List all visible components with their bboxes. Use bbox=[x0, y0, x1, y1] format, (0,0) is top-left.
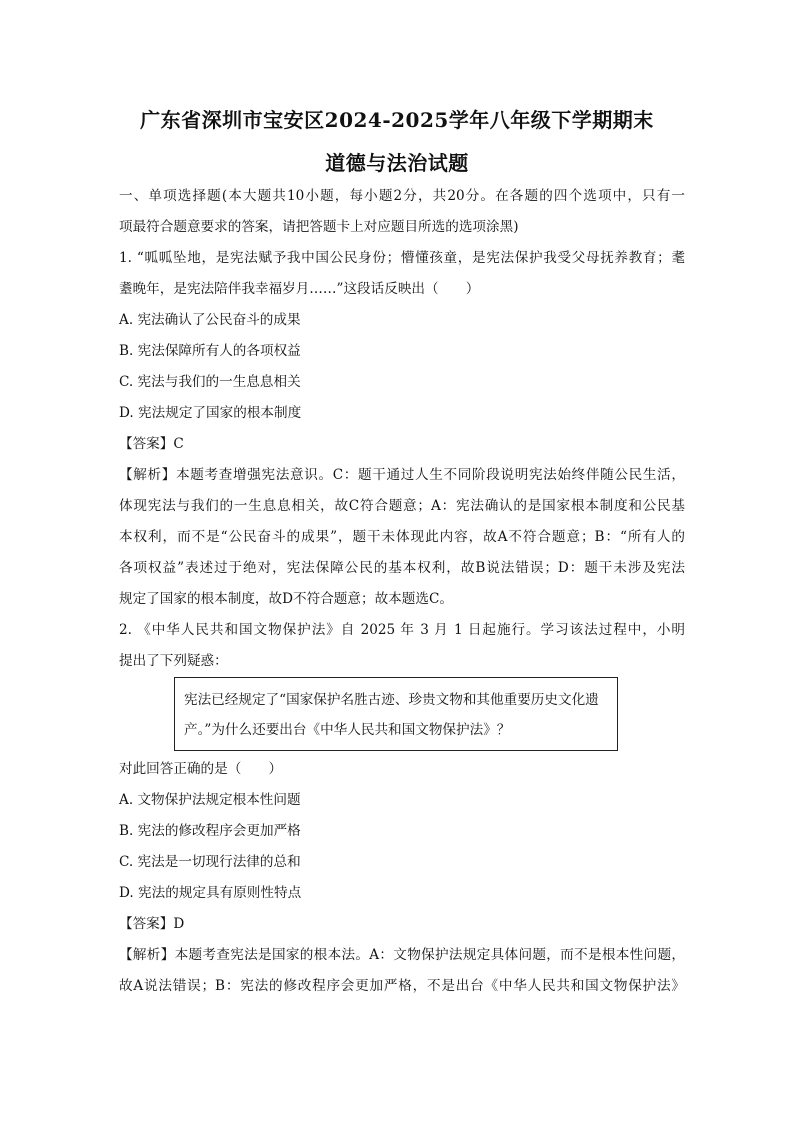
q1-option-b: B. 宪法保障所有人的各项权益 bbox=[119, 343, 301, 359]
q2-option-c: C. 宪法是一切现行法律的总和 bbox=[119, 854, 301, 870]
document-title-line-1: 广东省深圳市宝安区2024-2025学年八年级下学期期末 bbox=[140, 108, 654, 132]
q2-option-b: B. 宪法的修改程序会更加严格 bbox=[119, 823, 301, 839]
section-header-line-2: 项最符合题意要求的答案，请把答题卡上对应题目所选的选项涂黑) bbox=[119, 219, 519, 235]
q2-quote-box bbox=[174, 677, 618, 751]
section-header-line-1: 一、单项选择题(本大题共10小题，每小题2分，共20分。在各题的四个选项中，只有一 bbox=[119, 188, 685, 204]
q1-option-d: D. 宪法规定了国家的根本制度 bbox=[119, 405, 302, 421]
q1-analysis-line-3: 本权利，而不是“公民奋斗的成果”，题干未体现此内容，故A不符合题意；B：“所有人的 bbox=[119, 529, 685, 545]
q1-option-c: C. 宪法与我们的一生息息相关 bbox=[119, 374, 301, 390]
q1-answer: 【答案】C bbox=[119, 436, 184, 452]
q2-option-a: A. 文物保护法规定根本性问题 bbox=[119, 792, 301, 808]
q1-option-a: A. 宪法确认了公民奋斗的成果 bbox=[119, 312, 301, 328]
q2-quote-line-2: 产。”为什么还要出台《中华人民共和国文物保护法》？ bbox=[184, 722, 511, 738]
q2-option-d: D. 宪法的规定具有原则性特点 bbox=[119, 885, 302, 901]
q1-analysis-line-1: 【解析】本题考查增强宪法意识。C：题干通过人生不同阶段说明宪法始终伴随公民生活， bbox=[119, 467, 685, 483]
q2-analysis-line-2: 故A说法错误；B：宪法的修改程序会更加严格，不是出台《中华人民共和国文物保护法》 bbox=[119, 978, 685, 994]
q1-analysis-line-4: 各项权益”表述过于绝对，宪法保障公民的基本权利，故B说法错误；D：题干未涉及宪法 bbox=[119, 560, 685, 576]
q1-analysis-line-5: 规定了国家的根本制度，故D不符合题意；故本题选C。 bbox=[119, 591, 453, 607]
q2-stem-line-2: 提出了下列疑惑： bbox=[119, 653, 228, 669]
q2-quote-line-1: 宪法已经规定了“国家保护名胜古迹、珍贵文物和其他重要历史文化遗 bbox=[184, 692, 599, 708]
q2-prompt: 对此回答正确的是（ ） bbox=[119, 761, 283, 777]
q1-stem-line-1: 1. “呱呱坠地，是宪法赋予我中国公民身份；懵懂孩童，是宪法保护我受父母抚养教育；耄 bbox=[119, 250, 685, 266]
document-title-line-2: 道德与法治试题 bbox=[325, 151, 469, 175]
q1-analysis-line-2: 体现宪法与我们的一生息息相关，故C符合题意；A：宪法确认的是国家根本制度和公民基 bbox=[119, 498, 685, 514]
q2-analysis-line-1: 【解析】本题考查宪法是国家的根本法。A：文物保护法规定具体问题，而不是根本性问题， bbox=[119, 947, 685, 963]
q1-stem-line-2: 耋晚年，是宪法陪伴我幸福岁月……”这段话反映出（ ） bbox=[119, 281, 480, 297]
q2-stem-line-1: 2. 《中华人民共和国文物保护法》自 2025 年 3 月 1 日起施行。学习该法过程中，小明 bbox=[119, 622, 685, 638]
q2-answer: 【答案】D bbox=[119, 916, 185, 932]
